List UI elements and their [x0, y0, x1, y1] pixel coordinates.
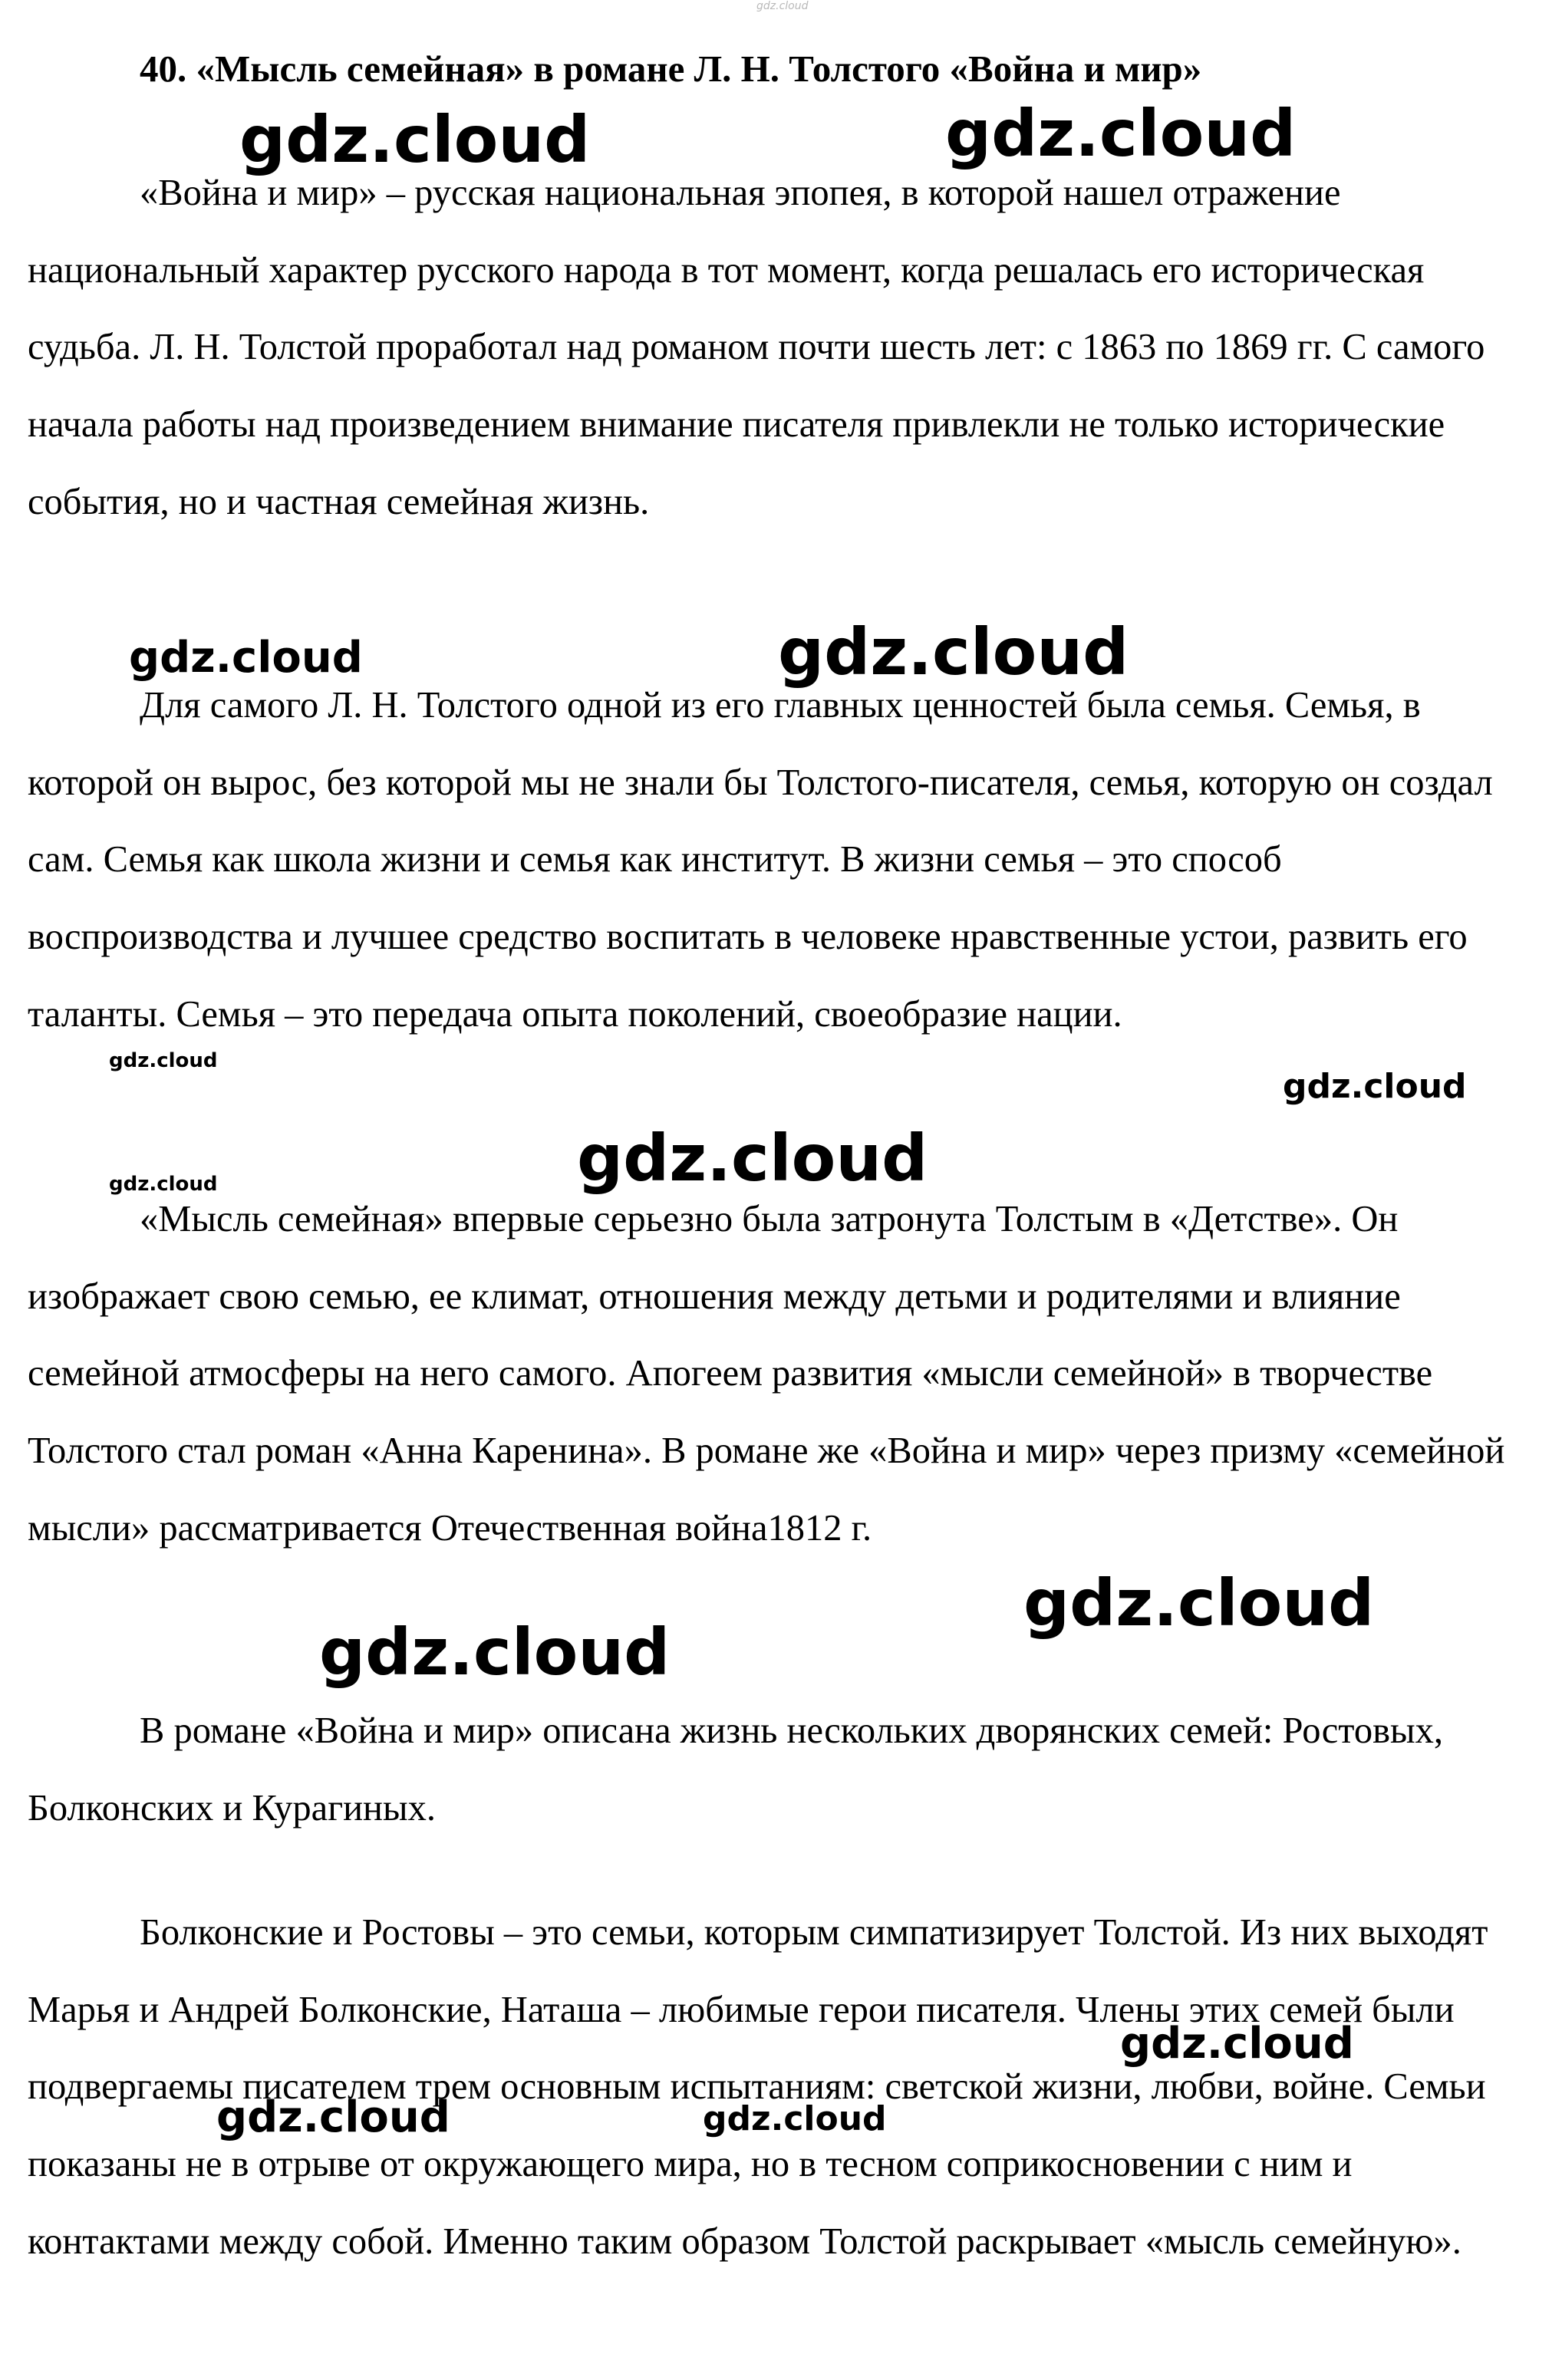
- paragraph-1-text: «Война и мир» – русская национальная эпопея, в которой нашел отражение национальный характер русского народа в тот момент, когда решалась его историческая судьба. Л. Н. Толстой проработал над романом почти шесть лет: с 1863 по 1869 гг. С самого начала работы над произведением внимание писателя привлекли не только исторические события, но и частная семейная жизнь.: [28, 173, 1485, 522]
- watermark: gdz.cloud: [1283, 1067, 1467, 1106]
- page-title: 40. «Мысль семейная» в романе Л. Н. Толстого «Война и мир»: [140, 48, 1202, 90]
- watermark: gdz.cloud: [1023, 1565, 1375, 1641]
- paragraph-1: [28, 155, 1534, 542]
- paragraph-5-text: Болконские и Ростовы – это семьи, которым симпатизирует Толстой. Из них выходят Марья и Андрей Болконские, Наташа – любимые герои писателя. Члены этих семей были подвергаемы писателем трем основным испытаниям: светской жизни, любви, войне. Семьи показаны не в отрыве от окружающего мира, но в тесном соприкосновении с ним и контактами между собой. Именно таким образом Толстой раскрывает «мысль семейную».: [28, 1912, 1488, 2262]
- top-watermark: gdz.cloud: [756, 0, 809, 12]
- watermark: gdz.cloud: [319, 1615, 671, 1690]
- watermark: gdz.cloud: [216, 2092, 450, 2142]
- watermark: gdz.cloud: [109, 1173, 218, 1196]
- paragraph-2: [28, 667, 1534, 1054]
- watermark: gdz.cloud: [239, 102, 591, 177]
- paragraph-4-text: В романе «Война и мир» описана жизнь нескольких дворянских семей: Ростовых, Болконских и Курагиных.: [28, 1710, 1443, 1829]
- watermark: gdz.cloud: [945, 96, 1297, 171]
- watermark: gdz.cloud: [703, 2099, 887, 2138]
- watermark: gdz.cloud: [577, 1121, 928, 1196]
- watermark: gdz.cloud: [129, 633, 363, 683]
- paragraph-4: [28, 1693, 1534, 1847]
- watermark: gdz.cloud: [1120, 2019, 1354, 2069]
- paragraph-3: [28, 1181, 1534, 1568]
- paragraph-2-text: Для самого Л. Н. Толстого одной из его главных ценностей была семья. Семья, в которой он вырос, без которой мы не знали бы Толстого-писателя, семья, которую он создал сам. Семья как школа жизни и семья как институт. В жизни семья – это способ воспроизводства и лучшее средство воспитать в человеке нравственные устои, развить его таланты. Семья – это передача опыта поколений, своеобразие нации.: [28, 685, 1493, 1035]
- watermark: gdz.cloud: [109, 1049, 218, 1072]
- paragraph-3-text: «Мысль семейная» впервые серьезно была затронута Толстым в «Детстве». Он изображает свою семью, ее климат, отношения между детьми и родителями и влияние семейной атмосферы на него самого. Апогеем развития «мысли семейной» в творчестве Толстого стал роман «Анна Каренина». В романе же «Война и мир» через призму «семейной мысли» рассматривается Отечественная война1812 г.: [28, 1199, 1505, 1549]
- watermark: gdz.cloud: [778, 614, 1129, 690]
- paragraph-5: [28, 1894, 1534, 2281]
